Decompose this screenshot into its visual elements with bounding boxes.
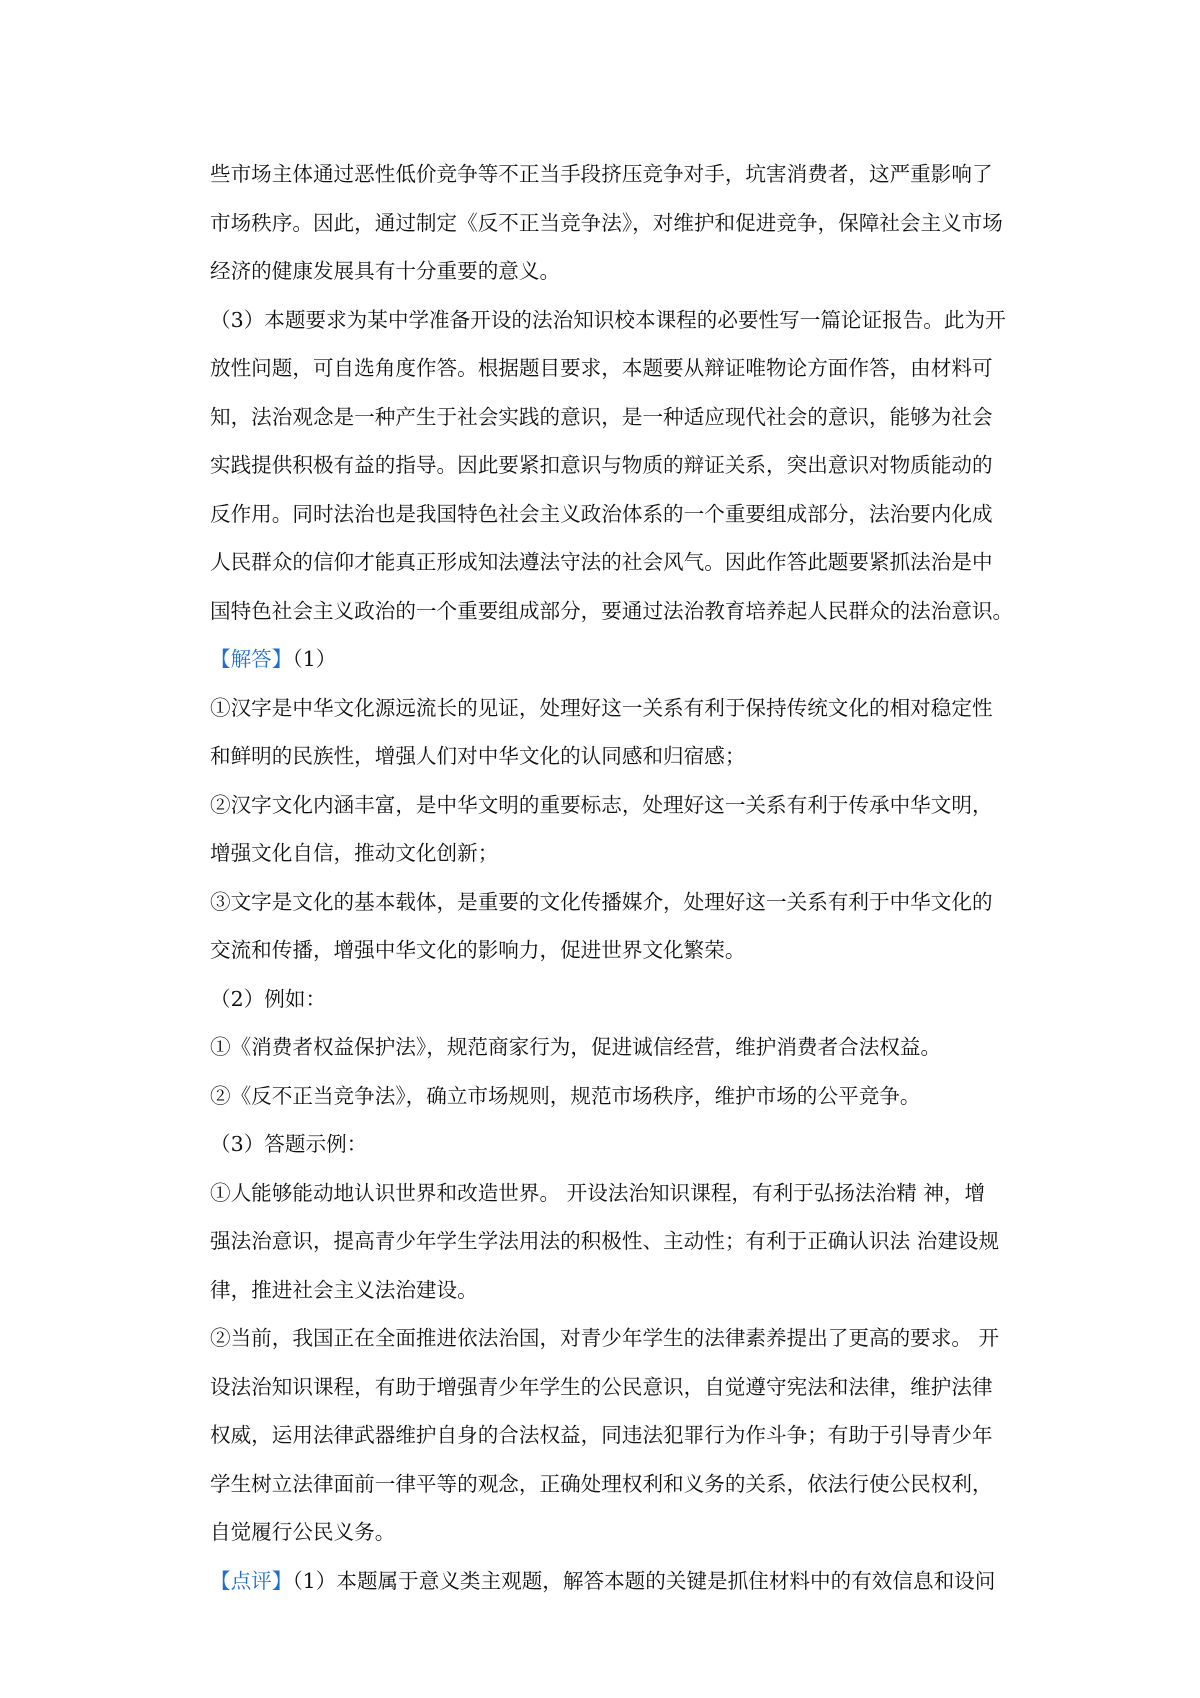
comment-text: （1）本题属于意义类主观题，解答本题的关键是抓住材料中的有效信息和设问 [292, 1568, 996, 1593]
paragraph-line: （3）本题要求为某中学准备开设的法治知识校本课程的必要性写一篇论证报告。此为开 [210, 307, 1006, 332]
paragraph-line: 国特色社会主义政治的一个重要组成部分，要通过法治教育培养起人民群众的法治意识。 [210, 598, 1014, 623]
document-body [210, 150, 1030, 1605]
answer-line: （3）答题示例： [210, 1132, 368, 1156]
answer-line: 权威，运用法律武器维护自身的合法权益，同违法犯罪行为作斗争；有助于引导青少年 [210, 1423, 993, 1447]
answer-line: ②《反不正当竞争法》，确立市场规则，规范市场秩序，维护市场的公平竞争。 [210, 1083, 921, 1108]
answer-line: ③文字是文化的基本载体，是重要的文化传播媒介，处理好这一关系有利于中华文化的 [210, 889, 993, 914]
answer-line: 交流和传播，增强中华文化的影响力，促进世界文化繁荣。 [210, 938, 746, 962]
comment-tag: 【点评】 [210, 1568, 293, 1593]
paragraph-line: 经济的健康发展具有十分重要的意义。 [210, 259, 561, 283]
answer-line: 和鲜明的民族性，增强人们对中华文化的认同感和归宿感； [210, 744, 746, 768]
answer-line: ②当前，我国正在全面推进依法治国，对青少年学生的法律素养提出了更高的要求。 开 [210, 1326, 1000, 1350]
paragraph-line: 人民群众的信仰才能真正形成知法遵法守法的社会风气。因此作答此题要紧抓法治是中 [210, 550, 993, 574]
answer-line: 自觉履行公民义务。 [210, 1520, 396, 1544]
answer-heading [210, 635, 1030, 684]
answer-tag: 【解答】 [210, 647, 293, 671]
paragraph-line: 放性问题，可自选角度作答。根据题目要求，本题要从辩证唯物论方面作答，由材料可 [210, 356, 993, 380]
answer-line: ①《消费者权益保护法》，规范商家行为，促进诚信经营，维护消费者合法权益。 [210, 1035, 942, 1059]
paragraph-line: 实践提供积极有益的指导。因此要紧扣意识与物质的辩证关系，突出意识对物质能动的 [210, 453, 993, 477]
paragraph-line: 反作用。同时法治也是我国特色社会主义政治体系的一个重要组成部分，法治要内化成 [210, 501, 993, 526]
comment-heading [210, 1557, 1030, 1606]
paragraph-line: 市场秩序。因此，通过制定《反不正当竞争法》，对维护和促进竞争，保障社会主义市场 [210, 210, 1003, 235]
answer-line: ①人能够能动地认识世界和改造世界。 开设法治知识课程，有利于弘扬法治精 神，增 [210, 1180, 986, 1205]
answer-line: ②汉字文化内涵丰富，是中华文明的重要标志，处理好这一关系有利于传承中华文明， [210, 792, 993, 817]
answer-line: 律，推进社会主义法治建设。 [210, 1277, 478, 1302]
answer-line: 学生树立法律面前一律平等的观念，正确处理权利和义务的关系，依法行使公民权利， [210, 1471, 993, 1496]
answer-first: （1） [292, 647, 337, 671]
answer-line: 强法治意识，提高青少年学生学法用法的积极性、主动性；有利于正确认识法 治建设规 [210, 1229, 1000, 1253]
paragraph-line: 些市场主体通过恶性低价竞争等不正当手段挤压竞争对手，坑害消费者，这严重影响了 [210, 162, 993, 186]
paragraph-line: 知，法治观念是一种产生于社会实践的意识，是一种适应现代社会的意识，能够为社会 [210, 404, 993, 429]
answer-line: （2）例如： [210, 986, 327, 1011]
answer-line: ①汉字是中华文化源远流长的见证，处理好这一关系有利于保持传统文化的相对稳定性 [210, 695, 993, 720]
answer-line: 设法治知识课程，有助于增强青少年学生的公民意识，自觉遵守宪法和法律，维护法律 [210, 1374, 993, 1399]
answer-line: 增强文化自信，推动文化创新； [210, 841, 499, 865]
